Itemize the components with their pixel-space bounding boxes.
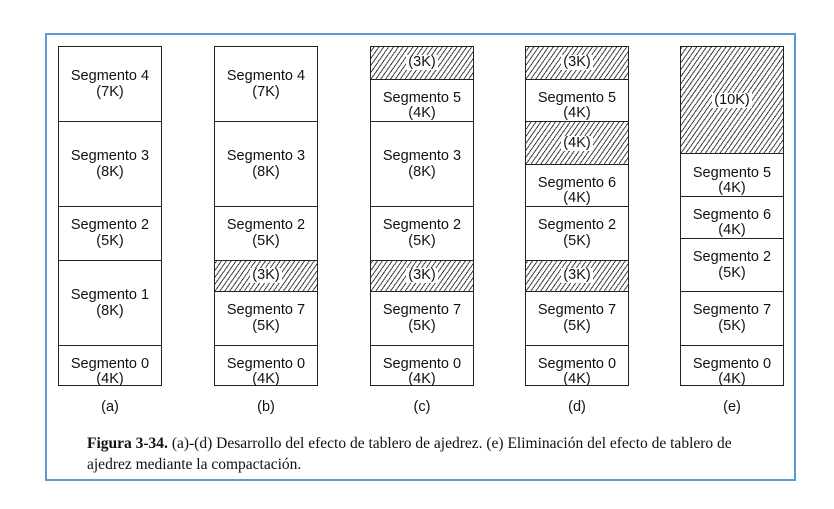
segment-name: Segmento 3 [226,148,306,165]
memory-segment [59,345,161,388]
memory-segment [215,47,317,121]
memory-segment [59,260,161,345]
segment-name: Segmento 0 [537,356,617,372]
segment-size: (4K) [408,371,436,387]
segment-name: Segmento 3 [382,148,462,165]
segment-name: Segmento 7 [226,302,306,319]
segment-name: Segmento 4 [226,68,306,85]
segment-size: (4K) [563,105,591,122]
segment-size: (8K) [252,164,280,181]
memory-segment [681,238,783,291]
segment-size: (5K) [252,318,280,335]
segment-name: Segmento 7 [382,302,462,319]
segment-size: (5K) [408,318,436,335]
hole-size: (3K) [408,267,436,284]
memory-hole [215,260,317,292]
segment-size: (5K) [563,318,591,335]
memory-segment [371,291,473,344]
memory-hole [526,121,628,164]
column-label: (e) [723,399,741,415]
column-label: (c) [413,399,431,415]
segment-name: Segmento 2 [537,217,617,234]
memory-hole [526,47,628,79]
segment-size: (5K) [718,265,746,282]
hole-size: (3K) [408,54,436,71]
memory-segment [215,206,317,259]
segment-size: (4K) [252,371,280,387]
segment-name: Segmento 7 [537,302,617,319]
memory-segment [526,79,628,122]
memory-segment [59,121,161,206]
segment-size: (8K) [408,164,436,181]
segment-size: (8K) [96,164,124,181]
hole-size: (3K) [252,267,280,284]
segment-size: (4K) [718,222,746,239]
memory-segment [681,291,783,344]
segment-name: Segmento 5 [537,90,617,107]
memory-column [525,46,629,386]
column-label: (a) [101,399,119,415]
figure-frame [45,33,796,481]
segment-name: Segmento 4 [70,68,150,85]
segment-name: Segmento 2 [382,217,462,234]
segment-size: (8K) [96,302,124,319]
segment-size: (4K) [96,371,124,387]
hole-size: (10K) [714,91,750,108]
segment-name: Segmento 0 [382,356,462,372]
segment-size: (5K) [718,318,746,335]
segment-size: (5K) [408,233,436,250]
hole-size: (3K) [563,54,591,71]
memory-segment [681,345,783,388]
segment-size: (4K) [408,105,436,122]
segment-name: Segmento 6 [692,207,772,224]
figure-caption [87,433,767,475]
memory-column [214,46,318,386]
memory-segment [526,164,628,207]
column-label: (b) [257,399,275,415]
segment-name: Segmento 5 [692,164,772,181]
memory-segment [371,206,473,259]
caption-text: (a)-(d) Desarrollo del efecto de tablero de ajedrez. (e) Eliminación del efecto de tablero de ajedrez mediante la compactación. [87,435,732,473]
memory-segment [681,196,783,239]
memory-segment [526,291,628,344]
segment-size: (5K) [252,233,280,250]
segment-size: (5K) [563,233,591,250]
memory-segment [526,345,628,388]
memory-segment [526,206,628,259]
figure-label: Figura 3-34. [87,435,168,452]
segment-size: (4K) [563,190,591,207]
memory-column [58,46,162,386]
memory-segment [681,153,783,196]
segment-name: Segmento 0 [226,356,306,372]
memory-segment [371,79,473,122]
memory-segment [215,291,317,344]
memory-hole [371,47,473,79]
segment-name: Segmento 1 [70,286,150,303]
segment-size: (7K) [252,84,280,101]
memory-column [370,46,474,386]
segment-name: Segmento 0 [70,356,150,372]
memory-hole [526,260,628,292]
memory-segment [371,345,473,388]
hole-size: (3K) [563,267,591,284]
hole-size: (4K) [563,134,591,151]
segment-size: (4K) [718,371,746,387]
segment-size: (4K) [563,371,591,387]
segment-name: Segmento 5 [382,90,462,107]
column-label: (d) [568,399,586,415]
segment-name: Segmento 0 [692,356,772,372]
segment-size: (4K) [718,179,746,196]
memory-segment [215,121,317,206]
memory-segment [371,121,473,206]
segment-size: (7K) [96,84,124,101]
memory-hole [371,260,473,292]
segment-name: Segmento 3 [70,148,150,165]
segment-size: (5K) [96,233,124,250]
segment-name: Segmento 2 [226,217,306,234]
memory-segment [59,206,161,259]
memory-segment [59,47,161,121]
segment-name: Segmento 2 [70,217,150,234]
memory-segment [215,345,317,388]
memory-hole [681,47,783,153]
segment-name: Segmento 2 [692,249,772,266]
memory-column [680,46,784,386]
segment-name: Segmento 6 [537,175,617,192]
segment-name: Segmento 7 [692,302,772,319]
